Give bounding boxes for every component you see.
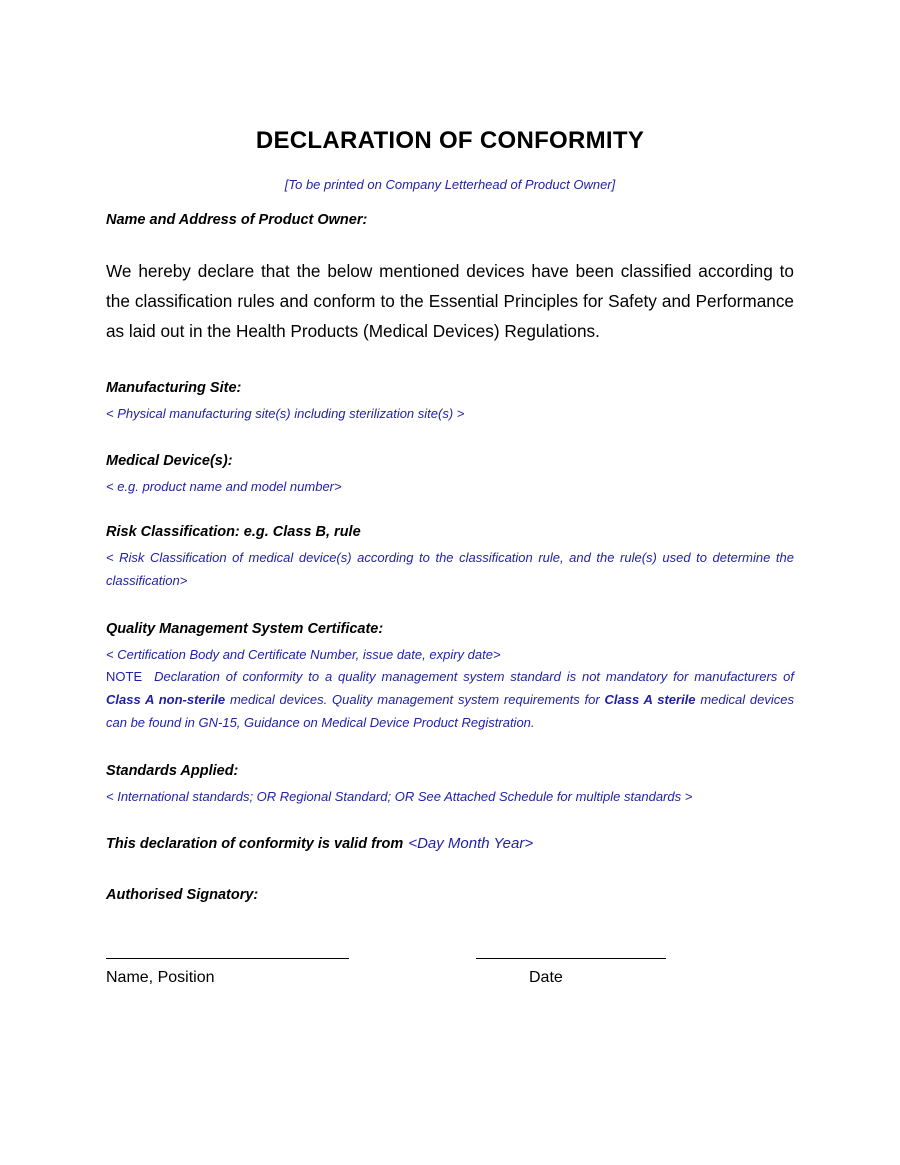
note-text-part2: medical devices. Quality management system requirements for xyxy=(225,692,605,707)
risk-classification-label: Risk Classification: e.g. Class B, rule xyxy=(106,524,361,540)
note-text-part1: Declaration of conformity to a quality management system standard is not mandatory for manufacturers of xyxy=(154,669,794,684)
medical-devices-label: Medical Device(s): xyxy=(106,453,233,469)
manufacturing-site-label: Manufacturing Site: xyxy=(106,380,242,396)
product-owner-label: Name and Address of Product Owner: xyxy=(106,212,368,228)
signature-line xyxy=(106,958,349,959)
date-line xyxy=(476,958,666,959)
risk-classification-placeholder: < Risk Classification of medical device(s) according to the classification rule, and the rule(s) used to determine the classification> xyxy=(106,550,794,588)
name-position-caption: Name, Position xyxy=(106,969,215,986)
note-tag: NOTE xyxy=(106,669,143,684)
medical-devices-placeholder: < e.g. product name and model number> xyxy=(106,479,342,494)
standards-applied-placeholder: < International standards; OR Regional Standard; OR See Attached Schedule for multiple standards > xyxy=(106,789,693,804)
note-text-part3: medical devices can be found in GN-15, Guidance on Medical Device Product Registration. xyxy=(106,692,794,730)
note-bold-non-sterile: Class A non-sterile xyxy=(106,692,226,707)
date-caption: Date xyxy=(529,969,563,986)
validity-label: This declaration of conformity is valid from xyxy=(106,836,404,852)
qms-certificate-placeholder: < Certification Body and Certificate Number, issue date, expiry date> xyxy=(106,647,501,662)
authorised-signatory-label: Authorised Signatory: xyxy=(106,887,259,903)
note-bold-sterile: Class A sterile xyxy=(604,692,696,707)
standards-applied-label: Standards Applied: xyxy=(106,763,239,779)
letterhead-instruction: [To be printed on Company Letterhead of Product Owner] xyxy=(284,177,616,192)
declaration-statement: We hereby declare that the below mentioned devices have been classified according to the classification rules and conform to the Essential Principles for Safety and Performance as laid out in the Health Products (Medical Devices) Regulations. xyxy=(106,261,794,341)
validity-date-placeholder: <Day Month Year> xyxy=(408,835,534,852)
validity-line xyxy=(106,835,533,852)
manufacturing-site-placeholder: < Physical manufacturing site(s) including sterilization site(s) > xyxy=(106,406,465,421)
qms-certificate-label: Quality Management System Certificate: xyxy=(106,621,384,637)
document-title: DECLARATION OF CONFORMITY xyxy=(255,127,645,154)
qms-note xyxy=(106,665,794,734)
